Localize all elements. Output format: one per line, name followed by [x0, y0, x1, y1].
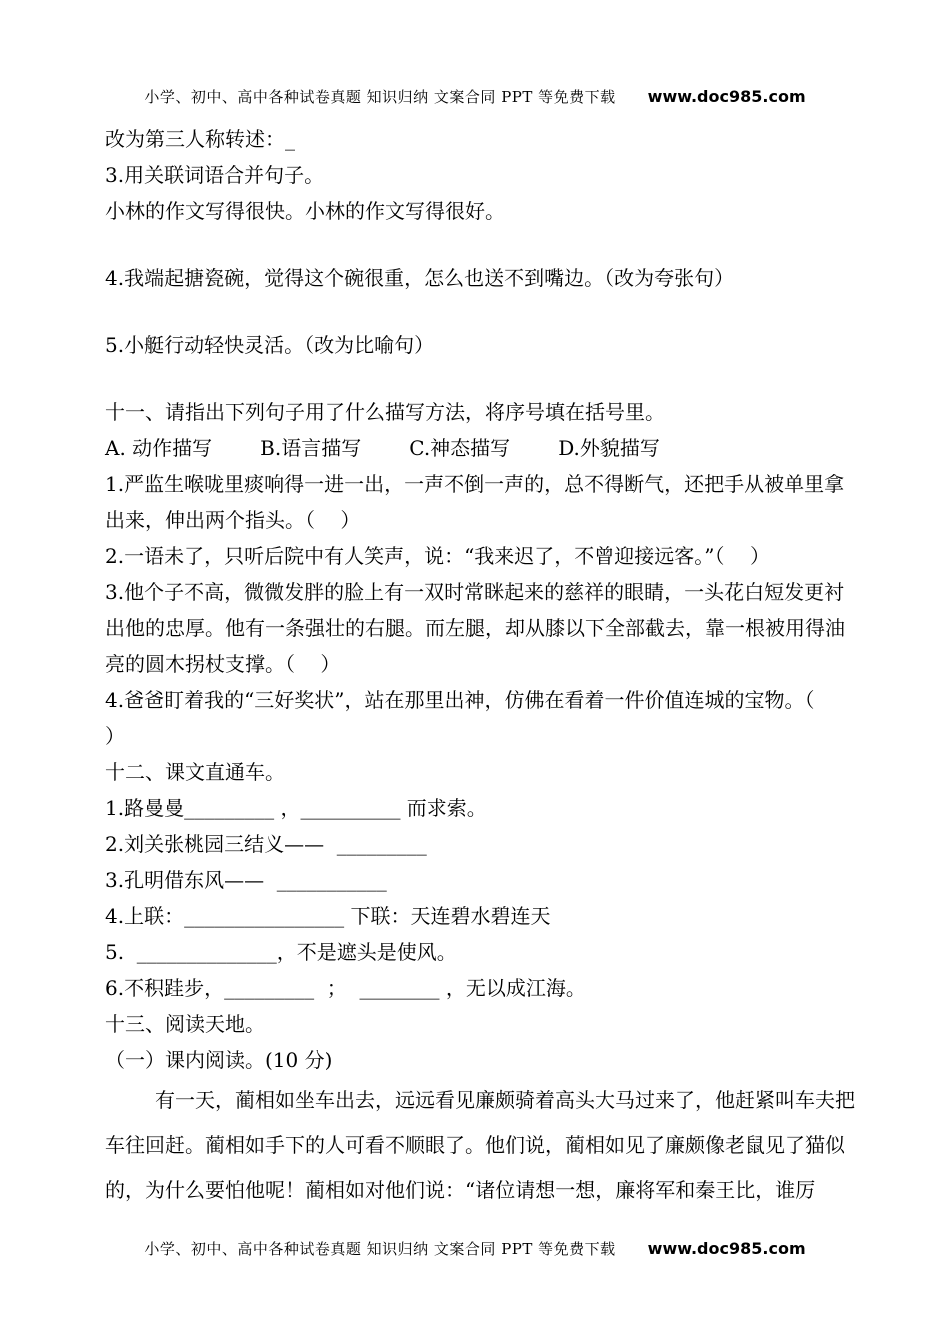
section-11-q1-line-1: 1.严监生喉咙里痰响得一进一出，一声不倒一声的，总不得断气，还把手从被单里拿: [105, 472, 845, 496]
section-11-q3-line-2: 出他的忠厚。他有一条强壮的右腿。而左腿，却从膝以下全部截去，靠一根被用得油: [105, 616, 845, 640]
page-footer: [0, 1238, 950, 1259]
option-a-action: A. 动作描写: [105, 436, 213, 460]
document-body: [105, 121, 853, 1213]
section-12-q6-fill-blank: 6.不积跬步，_________ ； ________ ，无以成江海。: [105, 976, 586, 1000]
question-3-heading: 3.用关联词语合并句子。: [105, 163, 325, 187]
reading-passage-line-1: 有一天，蔺相如坐车出去，远远看见廉颇骑着高头大马过来了，他赶紧叫车夫把: [155, 1088, 855, 1112]
question-5-metaphor: 5.小艇行动轻快灵活。（改为比喻句）: [105, 333, 435, 357]
third-person-retell-prompt: 改为第三人称转述：_: [105, 127, 295, 151]
section-12-q2-fill-blank: 2.刘关张桃园三结义—— _________: [105, 832, 427, 856]
answer-space: [105, 296, 853, 327]
answer-space: [105, 363, 853, 394]
question-4-exaggeration: 4.我端起搪瓷碗，觉得这个碗很重，怎么也送不到嘴边。（改为夸张句）: [105, 266, 735, 290]
section-12-q1-fill-blank: 1.路曼曼_________ ，__________ 而求索。: [105, 796, 487, 820]
section-11-q1-line-2: 出来，伸出两个指头。（ ）: [105, 508, 361, 532]
reading-passage-line-2: 车往回赶。蔺相如手下的人可看不顺眼了。他们说，蔺相如见了廉颇像老鼠见了猫似: [105, 1133, 845, 1157]
section-13-subheading: （一）课内阅读。(10 分): [105, 1048, 333, 1072]
footer-promo-text: 小学、初中、高中各种试卷真题 知识归纳 文案合同 PPT 等免费下载: [144, 1240, 616, 1258]
option-c-expression: C.神态描写: [409, 436, 511, 460]
page-header: [0, 86, 950, 107]
section-11-q4-line-1: 4.爸爸盯着我的“三好奖状”，站在那里出神，仿佛在看着一件价值连城的宝物。（: [105, 688, 815, 712]
section-12-heading: 十二、课文直通车。: [105, 760, 285, 784]
reading-passage-line-3: 的，为什么要怕他呢！蔺相如对他们说：“诸位请想一想，廉将军和秦王比，谁厉: [105, 1178, 816, 1202]
answer-space: [105, 229, 853, 260]
section-13-heading: 十三、阅读天地。: [105, 1012, 265, 1036]
section-12-q5-fill-blank: 5. ______________，不是遮头是使风。: [105, 940, 457, 964]
section-11-heading: 十一、请指出下列句子用了什么描写方法，将序号填在括号里。: [105, 400, 665, 424]
section-12-q3-fill-blank: 3.孔明借东风—— ___________: [105, 868, 387, 892]
header-site-text: www.doc985.com: [647, 87, 806, 106]
footer-site-text: www.doc985.com: [647, 1239, 806, 1258]
section-12-q4-fill-blank: 4.上联：________________ 下联：天连碧水碧连天: [105, 904, 551, 928]
option-b-language: B.语言描写: [260, 436, 362, 460]
section-11-q3-line-3: 亮的圆木拐杖支撑。（ ）: [105, 652, 341, 676]
question-3-sentences: 小林的作文写得很快。小林的作文写得很好。: [105, 199, 505, 223]
section-11-options: [105, 430, 853, 466]
section-11-q2: 2.一语未了，只听后院中有人笑声，说：“我来迟了，不曾迎接远客。”（ ）: [105, 544, 770, 568]
section-11-q3-line-1: 3.他个子不高，微微发胖的脸上有一双时常眯起来的慈祥的眼睛，一头花白短发更衬: [105, 580, 845, 604]
header-promo-text: 小学、初中、高中各种试卷真题 知识归纳 文案合同 PPT 等免费下载: [144, 88, 616, 106]
option-d-appearance: D.外貌描写: [558, 436, 660, 460]
section-11-q4-line-2: ）: [105, 724, 125, 748]
